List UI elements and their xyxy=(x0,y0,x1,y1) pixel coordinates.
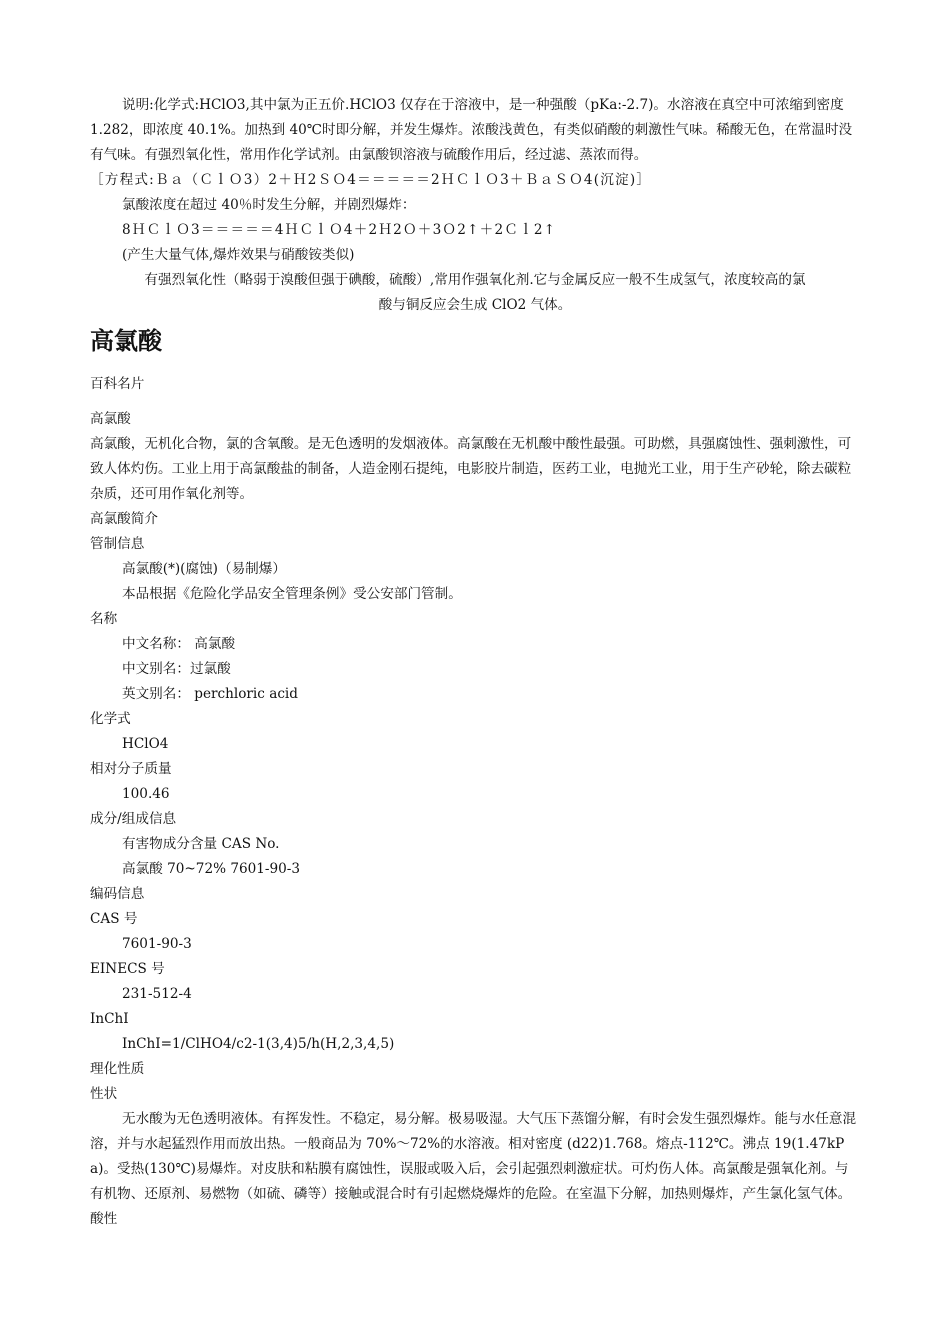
names-title: 名称 xyxy=(90,611,118,627)
code-info-title: 编码信息 xyxy=(90,886,145,902)
intro-title: 高氯酸简介 xyxy=(90,511,158,527)
control-info-regulation: 本品根据《危险化学品安全管理条例》受公安部门管制。 xyxy=(122,586,462,602)
oxidizer-note-line2: 酸与铜反应会生成 ClO2 气体。 xyxy=(378,297,572,313)
document-page xyxy=(90,93,860,1232)
english-alias: 英文别名： perchloric acid xyxy=(122,686,298,702)
control-info-title: 管制信息 xyxy=(90,536,145,552)
decomposition-note: 氯酸浓度在超过 40％时发生分解，并剧烈爆炸： xyxy=(122,197,416,213)
chinese-name: 中文名称： 高氯酸 xyxy=(122,636,236,652)
cas-value: 7601-90-3 xyxy=(122,936,192,952)
formula-title: 化学式 xyxy=(90,711,131,727)
composition-row: 高氯酸 70~72% 7601-90-3 xyxy=(122,861,301,877)
composition-title: 成分/组成信息 xyxy=(90,811,177,827)
explosion-note: (产生大量气体,爆炸效果与硝酸铵类似) xyxy=(122,247,355,263)
substance-name: 高氯酸 xyxy=(90,411,131,427)
baike-card-label: 百科名片 xyxy=(90,376,145,392)
einecs-value: 231-512-4 xyxy=(122,986,192,1002)
section-heading: 高氯酸 xyxy=(90,327,162,355)
chloric-acid-description: 说明:化学式:HClO3,其中氯为正五价.HClO3 仅存在于溶液中，是一种强酸（pKa:-2.7)。水溶液在真空中可浓缩到密度 1.282，即浓度 40.1%。加热到 40℃时即分解，并发生爆炸。浓酸浅黄色，有类似硝酸的刺激性气味。稀酸无色，在常温时没有气味。有强烈氧化性，常用作化学试剂。由氯酸钡溶液与硫酸作用后，经过滤、蒸浓而得。 xyxy=(90,97,853,163)
oxidizer-note-line1: 有强烈氧化性（略弱于溴酸但强于碘酸，硫酸）,常用作强氧化剂.它与金属反应一般不生成氢气，浓度较高的氯 xyxy=(144,272,806,288)
decomposition-equation: 8ＨＣｌＯ3＝＝＝＝＝4ＨＣｌＯ4＋2Ｈ2Ｏ＋3Ｏ2↑＋2Ｃｌ2↑ xyxy=(122,222,557,238)
formula-value: HClO4 xyxy=(122,736,169,752)
molecular-mass-title: 相对分子质量 xyxy=(90,761,172,777)
cas-title: CAS 号 xyxy=(90,911,138,927)
inchi-title: InChI xyxy=(90,1011,129,1027)
composition-header: 有害物成分含量 CAS No. xyxy=(122,836,280,852)
physchem-title: 理化性质 xyxy=(90,1061,145,1077)
control-info-hazard: 高氯酸(*)(腐蚀)（易制爆） xyxy=(122,561,286,577)
molecular-mass-value: 100.46 xyxy=(122,786,170,802)
chinese-alias: 中文别名：过氯酸 xyxy=(122,661,231,677)
einecs-title: EINECS 号 xyxy=(90,961,165,977)
substance-description: 高氯酸，无机化合物，氯的含氧酸。是无色透明的发烟液体。高氯酸在无机酸中酸性最强。可助燃，具强腐蚀性、强刺激性，可致人体灼伤。工业上用于高氯酸盐的制备，人造金刚石提纯，电影胶片制造，医药工业，电抛光工业，用于生产砂轮，除去碳粒杂质，还可用作氧化剂等。 xyxy=(90,436,852,502)
properties-text: 无水酸为无色透明液体。有挥发性。不稳定，易分解。极易吸湿。大气压下蒸馏分解，有时会发生强烈爆炸。能与水任意混溶，并与水起猛烈作用而放出热。一般商品为 70%～72%的水溶液。相对密度 (d22)1.768。熔点-112℃。沸点 19(1.47kPa)。受热(130℃)易爆炸。对皮肤和粘膜有腐蚀性，误服或吸入后，会引起强烈刺激症状。可灼伤人体。高氯酸是强氧化剂。与有机物、还原剂、易燃物（如硫、磷等）接触或混合时有引起燃烧爆炸的危险。在室温下分解，加热则爆炸，产生氯化氢气体。 xyxy=(90,1111,857,1202)
properties-title: 性状 xyxy=(90,1086,118,1102)
acidity-title: 酸性 xyxy=(90,1211,118,1227)
barium-chlorate-equation: ［方程式:Ｂａ（ＣｌＯ3）2＋Ｈ2ＳＯ4＝＝＝＝＝2ＨＣｌＯ3＋ＢａＳＯ4(沉淀)］ xyxy=(90,172,652,188)
inchi-value: InChI=1/ClHO4/c2-1(3,4)5/h(H,2,3,4,5) xyxy=(122,1036,395,1052)
